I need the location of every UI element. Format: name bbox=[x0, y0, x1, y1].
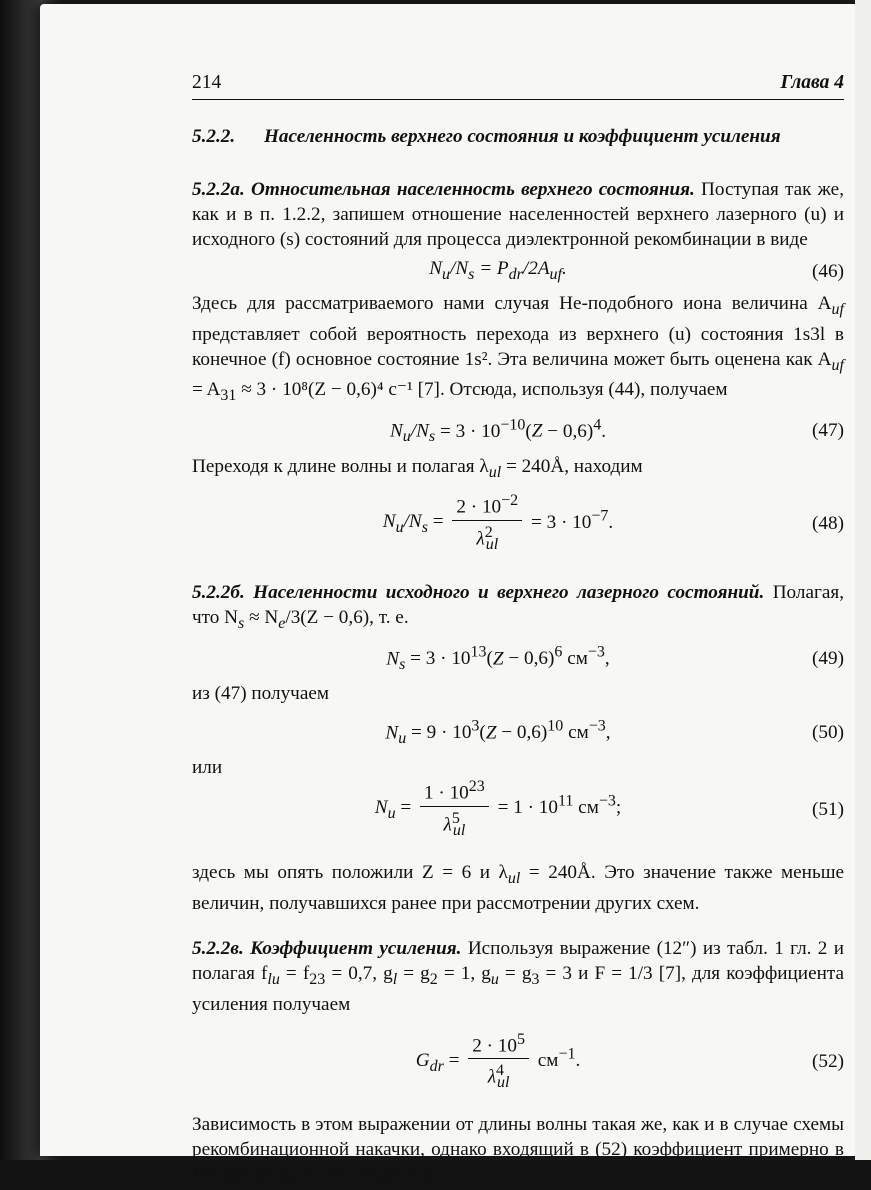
formula-51: $N_u$ = $\frac{1 \cdot 10^{23}}{\lambda^5_{ul}}$ = $1 \cdot 10^{11}$ $см^{-3}$; bbox=[374, 778, 622, 839]
equation-49 bbox=[192, 640, 844, 677]
paragraph-3: Переходя к длине волны и полагая $\lambda_{ul}$ = 240Å, находим bbox=[192, 455, 643, 481]
equation-50 bbox=[192, 714, 844, 751]
page-right-margin bbox=[855, 0, 871, 1190]
paragraph-5: из (47) получаем bbox=[192, 683, 330, 705]
equation-51-tag: (51) bbox=[812, 798, 844, 820]
section-number: 5.2.2. bbox=[192, 126, 236, 147]
paragraph-1-text: Поступая так же, как и в п. 1.2.2, запишем отношение населенностей верхнего лазерного (u) и исходного (s) состояний для процесса диэлектронной рекомбинации в виде bbox=[192, 179, 844, 250]
formula-52: $G_{dr}$ = $\frac{2 \cdot 10^5}{\lambda^4_{ul}}$ $см^{-1}$. bbox=[415, 1030, 581, 1092]
running-head bbox=[192, 70, 844, 100]
equation-52-tag: (52) bbox=[812, 1050, 844, 1072]
subsection-a-label: 5.2.2а. bbox=[192, 179, 245, 200]
paragraph-2: Здесь для рассматриваемого нами случая Не-подобного иона величина $A_{uf}$ представляет собой вероятность перехода из верхнего (u) состояния 1s3l в конечное (f) основное состояние 1s². Эта величина может быть оценена как $A_{uf} = A_{31} \approx 3 \cdot 10^8(Z - 0,6)^4$ с⁻¹ [7]. Отсюда, используя (44), получаем bbox=[192, 292, 844, 405]
equation-48-tag: (48) bbox=[812, 512, 844, 534]
formula-49: $N_s = 3 \cdot 10^{13}(Z - 0,6)^6$ $см^{-3}$, bbox=[386, 643, 610, 674]
equation-47-tag: (47) bbox=[812, 420, 844, 442]
subsection-b-label: 5.2.2б. bbox=[192, 581, 245, 603]
subsection-a-title: Относительная населенность верхнего состояния. bbox=[250, 179, 695, 200]
formula-46: $N_u/N_s = P_{dr}/2A_{uf}$. bbox=[429, 258, 567, 283]
chapter-title: Глава 4 bbox=[780, 72, 844, 93]
section-title: Населенность верхнего состояния и коэффициент усиления bbox=[264, 126, 781, 147]
section-heading bbox=[192, 124, 844, 149]
equation-49-tag: (49) bbox=[812, 647, 844, 669]
page-content bbox=[192, 70, 844, 1187]
equation-52 bbox=[192, 1029, 844, 1095]
equation-47 bbox=[192, 412, 844, 449]
formula-50: $N_u = 9 \cdot 10^3(Z - 0,6)^{10}$ $см^{-3}$, bbox=[385, 718, 611, 748]
formula-48: $N_u/N_s$ = $\frac{2 \cdot 10^{-2}}{\lambda^2_{ul}}$ = $3 \cdot 10^{-7}$. bbox=[382, 492, 614, 553]
paragraph-9: Зависимость в этом выражении от длины волны такая же, как и в случае схемы рекомбинационной накачки, однако входящий в (52) коэффициент примерно в 10⁴ раз меньше. Это является bbox=[192, 1114, 844, 1186]
paragraph-1 bbox=[192, 177, 844, 252]
formula-47: $N_u/N_s = 3 \cdot 10^{-10}(Z - 0,6)^4$. bbox=[389, 416, 607, 446]
subsection-b-title: Населенности исходного и верхнего лазерного состояний. bbox=[253, 581, 765, 603]
paragraph-7: здесь мы опять положили Z = 6 и $\lambda_{ul}$ = 240Å. Это значение также меньше величин, получавшихся ранее при рассмотрении других схем. bbox=[192, 861, 844, 914]
equation-46-tag: (46) bbox=[812, 260, 844, 282]
equation-50-tag: (50) bbox=[812, 722, 844, 744]
subsection-c-label: 5.2.2в. bbox=[192, 937, 244, 959]
paragraph-8: 5.2.2в. Коэффициент усиления. Используя выражение (12″) из табл. 1 гл. 2 и полагая $f_{lu} = f_{23} = 0,7$, $g_l = g_2 = 1$, $g_u = g_3 = 3$ и F = 1/3 [7], для коэффициента усиления получаем bbox=[192, 937, 845, 1015]
equation-48 bbox=[192, 490, 844, 556]
paragraph-4: 5.2.2б. Населенности исходного и верхнего лазерного состояний. Полагая, что $N_s \approx N_e/3(Z - 0,6)$, т. е. bbox=[192, 581, 844, 632]
equation-51 bbox=[192, 776, 844, 842]
subsection-c-title: Коэффициент усиления. bbox=[250, 937, 462, 959]
paragraph-6: или bbox=[192, 757, 223, 779]
page-number: 214 bbox=[192, 72, 222, 93]
equation-46 bbox=[192, 256, 844, 287]
